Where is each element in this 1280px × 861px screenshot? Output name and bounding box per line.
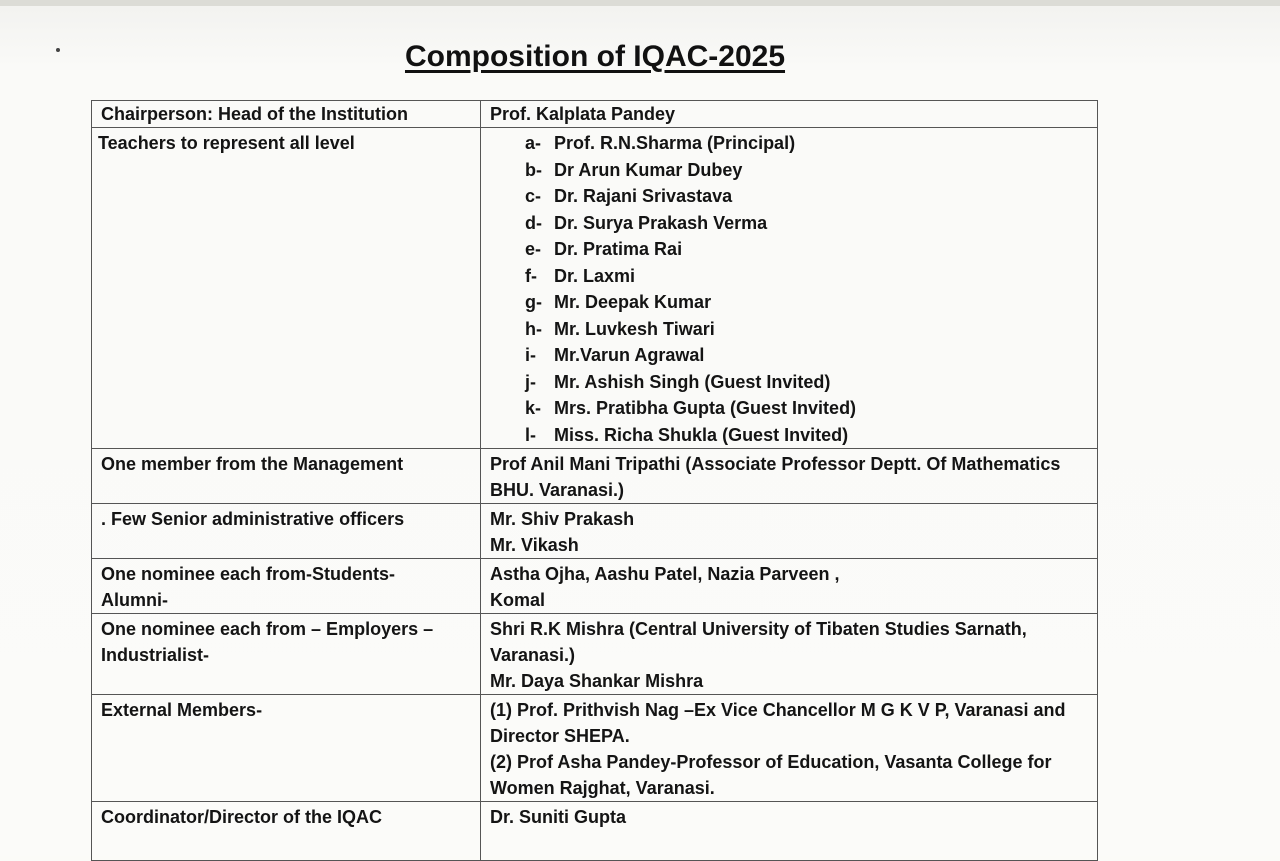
- list-letter: l-: [525, 424, 536, 445]
- list-item: [525, 342, 1085, 369]
- table-row: [92, 128, 1098, 449]
- teacher-name: Mr.Varun Agrawal: [554, 345, 705, 365]
- table-row: [92, 695, 1098, 802]
- table-row: [92, 449, 1098, 504]
- list-letter: e-: [525, 239, 542, 259]
- member-cell: [481, 559, 1098, 614]
- role-cell: External Members-: [92, 695, 481, 802]
- list-letter: i-: [525, 345, 536, 365]
- teacher-name: Mr. Deepak Kumar: [554, 292, 712, 312]
- member-line: Women Rajghat, Varanasi.: [490, 778, 715, 798]
- list-letter: a-: [525, 133, 542, 153]
- member-line: Mr. Shiv Prakash: [490, 509, 635, 529]
- role-cell: Coordinator/Director of the IQAC: [92, 802, 481, 861]
- member-line: (1) Prof. Prithvish Nag –Ex Vice Chancellor M G K V P, Varanasi and: [490, 700, 1066, 720]
- teacher-name: Mrs. Pratibha Gupta (Guest Invited): [554, 398, 857, 418]
- member-line: Varanasi.): [490, 645, 576, 665]
- table-row: [92, 504, 1098, 559]
- list-letter: b-: [525, 159, 542, 180]
- list-letter: c-: [525, 186, 542, 206]
- list-item: [525, 422, 1085, 449]
- member-line: Prof Anil Mani Tripathi (Associate Professor Deptt. Of Mathematics: [490, 454, 1061, 474]
- table-row: [92, 802, 1098, 861]
- role-cell: . Few Senior administrative officers: [92, 504, 481, 559]
- teacher-name: Dr Arun Kumar Dubey: [554, 159, 743, 180]
- table-row: [92, 101, 1098, 128]
- teacher-name: Prof. R.N.Sharma (Principal): [554, 133, 796, 153]
- member-line: Director SHEPA.: [490, 726, 630, 746]
- list-letter: f-: [525, 265, 537, 286]
- iqac-composition-table: [91, 100, 1098, 861]
- list-letter: d-: [525, 212, 542, 233]
- member-line: Astha Ojha, Aashu Patel, Nazia Parveen ,: [490, 564, 840, 584]
- member-line: Mr. Daya Shankar Mishra: [490, 671, 704, 691]
- member-cell: [481, 802, 1098, 861]
- teacher-name: Miss. Richa Shukla (Guest Invited): [554, 424, 849, 445]
- role-cell: [92, 559, 481, 614]
- list-letter: j-: [525, 371, 536, 392]
- member-line: Shri R.K Mishra (Central University of Tibaten Studies Sarnath,: [490, 619, 1027, 639]
- document-title: Composition of IQAC-2025: [404, 40, 786, 73]
- role-cell: [92, 614, 481, 695]
- list-letter: h-: [525, 318, 542, 339]
- teacher-name: Dr. Rajani Srivastava: [554, 186, 733, 206]
- list-item: [525, 369, 1085, 396]
- table-row: [92, 614, 1098, 695]
- table-row: [92, 559, 1098, 614]
- member-line: Prof. Kalplata Pandey: [490, 104, 676, 124]
- list-item: [525, 316, 1085, 343]
- paper-top-edge: [0, 0, 1280, 6]
- list-letter: g-: [525, 292, 542, 312]
- list-item: [525, 210, 1085, 237]
- role-line: One nominee each from – Employers –: [101, 619, 434, 639]
- member-line: Komal: [490, 590, 546, 610]
- list-letter: k-: [525, 398, 542, 418]
- member-cell: [481, 449, 1098, 504]
- role-cell: One member from the Management: [92, 449, 481, 504]
- member-cell: [481, 504, 1098, 559]
- member-cell: [481, 101, 1098, 128]
- role-line: Industrialist-: [101, 645, 210, 665]
- member-line: BHU. Varanasi.): [490, 480, 625, 500]
- role-cell: Teachers to represent all level: [92, 128, 481, 449]
- teacher-name: Dr. Laxmi: [554, 265, 636, 286]
- teacher-list: [490, 130, 1085, 448]
- list-item: [525, 183, 1085, 210]
- member-cell: [481, 614, 1098, 695]
- teacher-name: Mr. Ashish Singh (Guest Invited): [554, 371, 831, 392]
- member-cell: [481, 128, 1098, 449]
- list-item: [525, 263, 1085, 290]
- list-item: [525, 130, 1085, 157]
- list-item: [525, 236, 1085, 263]
- role-line: Alumni-: [101, 590, 168, 610]
- teacher-name: Dr. Pratima Rai: [554, 239, 683, 259]
- list-item: [525, 157, 1085, 184]
- teacher-name: Dr. Surya Prakash Verma: [554, 212, 768, 233]
- role-line: One nominee each from-Students-: [101, 564, 396, 584]
- member-cell: [481, 695, 1098, 802]
- list-item: [525, 395, 1085, 422]
- member-line: (2) Prof Asha Pandey-Professor of Education, Vasanta College for: [490, 752, 1052, 772]
- teacher-name: Mr. Luvkesh Tiwari: [554, 318, 715, 339]
- member-line: Mr. Vikash: [490, 535, 579, 555]
- list-item: [525, 289, 1085, 316]
- member-line: Dr. Suniti Gupta: [490, 807, 627, 827]
- role-cell: Chairperson: Head of the Institution: [92, 101, 481, 128]
